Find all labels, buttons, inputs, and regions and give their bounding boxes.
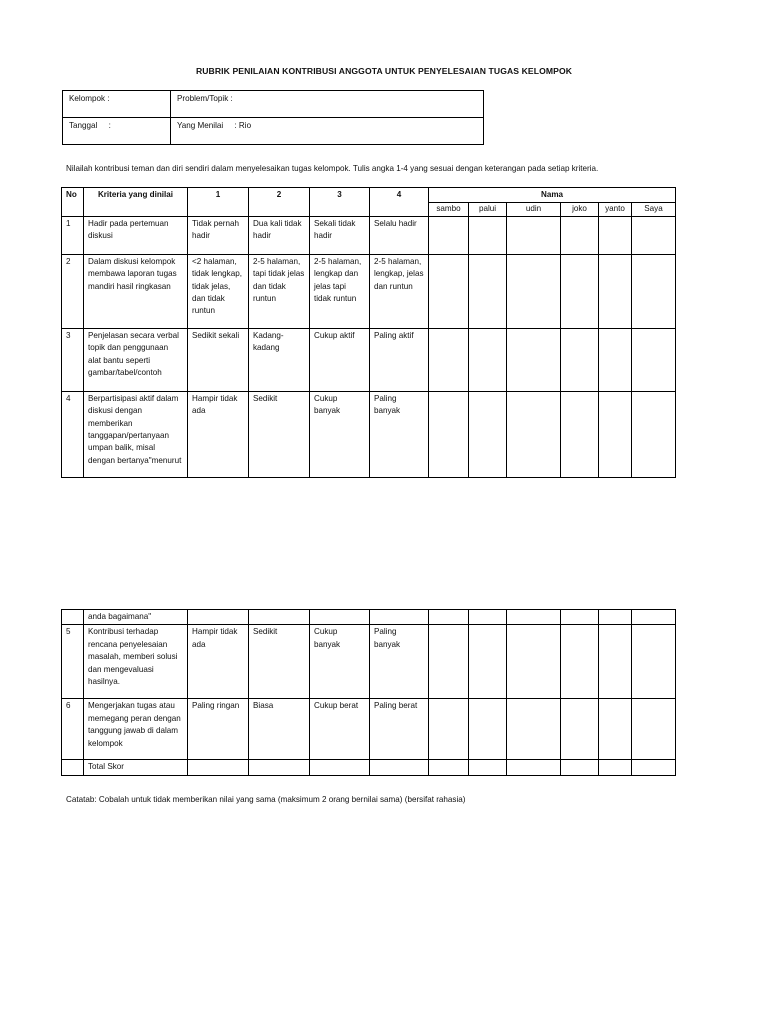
- total-input-cell[interactable]: [561, 760, 599, 775]
- rubric-table-continued: [61, 609, 676, 776]
- row-kriteria-continuation: anda bagaimana": [84, 610, 188, 625]
- total-input-cell[interactable]: [429, 760, 469, 775]
- header-score-1: 1: [188, 188, 249, 217]
- total-label: Total Skor: [84, 760, 188, 775]
- table-row: [62, 391, 676, 477]
- info-row-kelompok: [63, 91, 484, 118]
- row-score-2: Kadang-kadang: [249, 328, 310, 391]
- total-input-cell[interactable]: [599, 760, 632, 775]
- score-input-cell[interactable]: [469, 391, 507, 477]
- name-palui: palui: [469, 203, 507, 216]
- score-input-cell[interactable]: [469, 625, 507, 699]
- info-table: [62, 90, 484, 145]
- row-score-1: Sedikit sekali: [188, 328, 249, 391]
- table-row: [62, 625, 676, 699]
- row-score-3: Cukup banyak: [310, 625, 370, 699]
- score-input-cell[interactable]: [469, 610, 507, 625]
- table-row: [62, 328, 676, 391]
- table-row: [62, 254, 676, 328]
- score-input-cell[interactable]: [469, 328, 507, 391]
- rubric-table: [61, 187, 676, 478]
- row-kriteria: Berpartisipasi aktif dalam diskusi dengan memberikan tanggapan/pertanyaan umpan balik, misal dengan bertanya"menurut: [84, 391, 188, 477]
- row-score-2: Dua kali tidak hadir: [249, 216, 310, 254]
- score-input-cell[interactable]: [507, 216, 561, 254]
- score-input-cell[interactable]: [429, 254, 469, 328]
- header-score-2: 2: [249, 188, 310, 217]
- table-row: [62, 699, 676, 760]
- row-no: 6: [62, 699, 84, 760]
- score-input-cell[interactable]: [599, 328, 632, 391]
- name-saya: Saya: [632, 203, 676, 216]
- problem-label: Problem/Topik :: [171, 91, 484, 118]
- score-input-cell[interactable]: [561, 391, 599, 477]
- total-input-cell[interactable]: [507, 760, 561, 775]
- header-score-4: 4: [370, 188, 429, 217]
- row-no: 3: [62, 328, 84, 391]
- score-input-cell[interactable]: [469, 254, 507, 328]
- name-udin: udin: [507, 203, 561, 216]
- score-input-cell[interactable]: [561, 625, 599, 699]
- row-score-2: Sedikit: [249, 391, 310, 477]
- total-row: [62, 760, 676, 775]
- row-score-3: Cukup banyak: [310, 391, 370, 477]
- score-input-cell[interactable]: [632, 216, 676, 254]
- row-no: 1: [62, 216, 84, 254]
- score-input-cell[interactable]: [561, 216, 599, 254]
- score-input-cell[interactable]: [507, 699, 561, 760]
- row-score-3: Cukup aktif: [310, 328, 370, 391]
- row-score-1: Paling ringan: [188, 699, 249, 760]
- name-joko: joko: [561, 203, 599, 216]
- row-score-2: Sedikit: [249, 625, 310, 699]
- name-yanto: yanto: [599, 203, 632, 216]
- row-score-3: Cukup berat: [310, 699, 370, 760]
- score-input-cell[interactable]: [429, 216, 469, 254]
- score-input-cell[interactable]: [507, 625, 561, 699]
- score-input-cell[interactable]: [561, 328, 599, 391]
- row-kriteria: Penjelasan secara verbal topik dan penggunaan alat bantu seperti gambar/tabel/contoh: [84, 328, 188, 391]
- tanggal-label: Tanggal :: [63, 118, 171, 145]
- score-input-cell[interactable]: [469, 699, 507, 760]
- table-row: [62, 216, 676, 254]
- header-row: [62, 188, 676, 203]
- score-input-cell[interactable]: [599, 610, 632, 625]
- row-score-2: Biasa: [249, 699, 310, 760]
- header-score-3: 3: [310, 188, 370, 217]
- row-score-1: Hampir tidak ada: [188, 625, 249, 699]
- table-row: [62, 610, 676, 625]
- row-score-4: Paling banyak: [370, 625, 429, 699]
- kelompok-label: Kelompok :: [63, 91, 171, 118]
- row-kriteria: Hadir pada pertemuan diskusi: [84, 216, 188, 254]
- score-input-cell[interactable]: [561, 699, 599, 760]
- instruction-text: Nilailah kontribusi teman dan diri sendiri dalam menyelesaikan tugas kelompok. Tulis angka 1-4 yang sesuai dengan keterangan pada setiap kriteria.: [66, 164, 599, 173]
- total-input-cell[interactable]: [469, 760, 507, 775]
- score-input-cell[interactable]: [632, 254, 676, 328]
- score-input-cell[interactable]: [599, 216, 632, 254]
- row-score-2: 2-5 halaman, tapi tidak jelas dan tidak runtun: [249, 254, 310, 328]
- row-score-4: 2-5 halaman, lengkap, jelas dan runtun: [370, 254, 429, 328]
- row-no: [62, 610, 84, 625]
- row-score-4: Paling aktif: [370, 328, 429, 391]
- score-input-cell[interactable]: [599, 391, 632, 477]
- row-score-1: <2 halaman, tidak lengkap, tidak jelas, dan tidak runtun: [188, 254, 249, 328]
- row-kriteria: Dalam diskusi kelompok membawa laporan tugas mandiri hasil ringkasan: [84, 254, 188, 328]
- score-input-cell[interactable]: [429, 391, 469, 477]
- score-input-cell[interactable]: [632, 699, 676, 760]
- score-input-cell[interactable]: [429, 625, 469, 699]
- menilai-label: Yang Menilai : Rio: [171, 118, 484, 145]
- name-sambo: sambo: [429, 203, 469, 216]
- row-score-4: Selalu hadir: [370, 216, 429, 254]
- row-kriteria: Mengerjakan tugas atau memegang peran dengan tanggung jawab di dalam kelompok: [84, 699, 188, 760]
- row-score-1: Tidak pernah hadir: [188, 216, 249, 254]
- score-input-cell[interactable]: [561, 254, 599, 328]
- score-input-cell[interactable]: [507, 391, 561, 477]
- score-input-cell[interactable]: [429, 610, 469, 625]
- row-score-1: Hampir tidak ada: [188, 391, 249, 477]
- score-input-cell[interactable]: [561, 610, 599, 625]
- score-input-cell[interactable]: [469, 216, 507, 254]
- total-input-cell[interactable]: [632, 760, 676, 775]
- row-no: 5: [62, 625, 84, 699]
- info-row-tanggal: [63, 118, 484, 145]
- score-input-cell[interactable]: [507, 610, 561, 625]
- score-input-cell[interactable]: [429, 699, 469, 760]
- row-no: 2: [62, 254, 84, 328]
- header-nama: Nama: [429, 188, 676, 203]
- score-input-cell[interactable]: [507, 254, 561, 328]
- score-input-cell[interactable]: [632, 328, 676, 391]
- score-input-cell[interactable]: [599, 625, 632, 699]
- row-score-3: Sekali tidak hadir: [310, 216, 370, 254]
- document-title: RUBRIK PENILAIAN KONTRIBUSI ANGGOTA UNTUK PENYELESAIAN TUGAS KELOMPOK: [195, 66, 573, 76]
- score-input-cell[interactable]: [599, 699, 632, 760]
- score-input-cell[interactable]: [632, 391, 676, 477]
- header-no: No: [62, 188, 84, 217]
- footnote: Catatab: Cobalah untuk tidak memberikan nilai yang sama (maksimum 2 orang bernilai sama) (bersifat rahasia): [66, 795, 466, 804]
- row-kriteria: Kontribusi terhadap rencana penyelesaian masalah, memberi solusi dan mengevaluasi hasilnya.: [84, 625, 188, 699]
- score-input-cell[interactable]: [429, 328, 469, 391]
- row-no: 4: [62, 391, 84, 477]
- score-input-cell[interactable]: [507, 328, 561, 391]
- row-score-3: 2-5 halaman, lengkap dan jelas tapi tidak runtun: [310, 254, 370, 328]
- row-score-4: Paling banyak: [370, 391, 429, 477]
- header-kriteria: Kriteria yang dinilai: [84, 188, 188, 217]
- score-input-cell[interactable]: [599, 254, 632, 328]
- row-score-4: Paling berat: [370, 699, 429, 760]
- score-input-cell[interactable]: [632, 625, 676, 699]
- score-input-cell[interactable]: [632, 610, 676, 625]
